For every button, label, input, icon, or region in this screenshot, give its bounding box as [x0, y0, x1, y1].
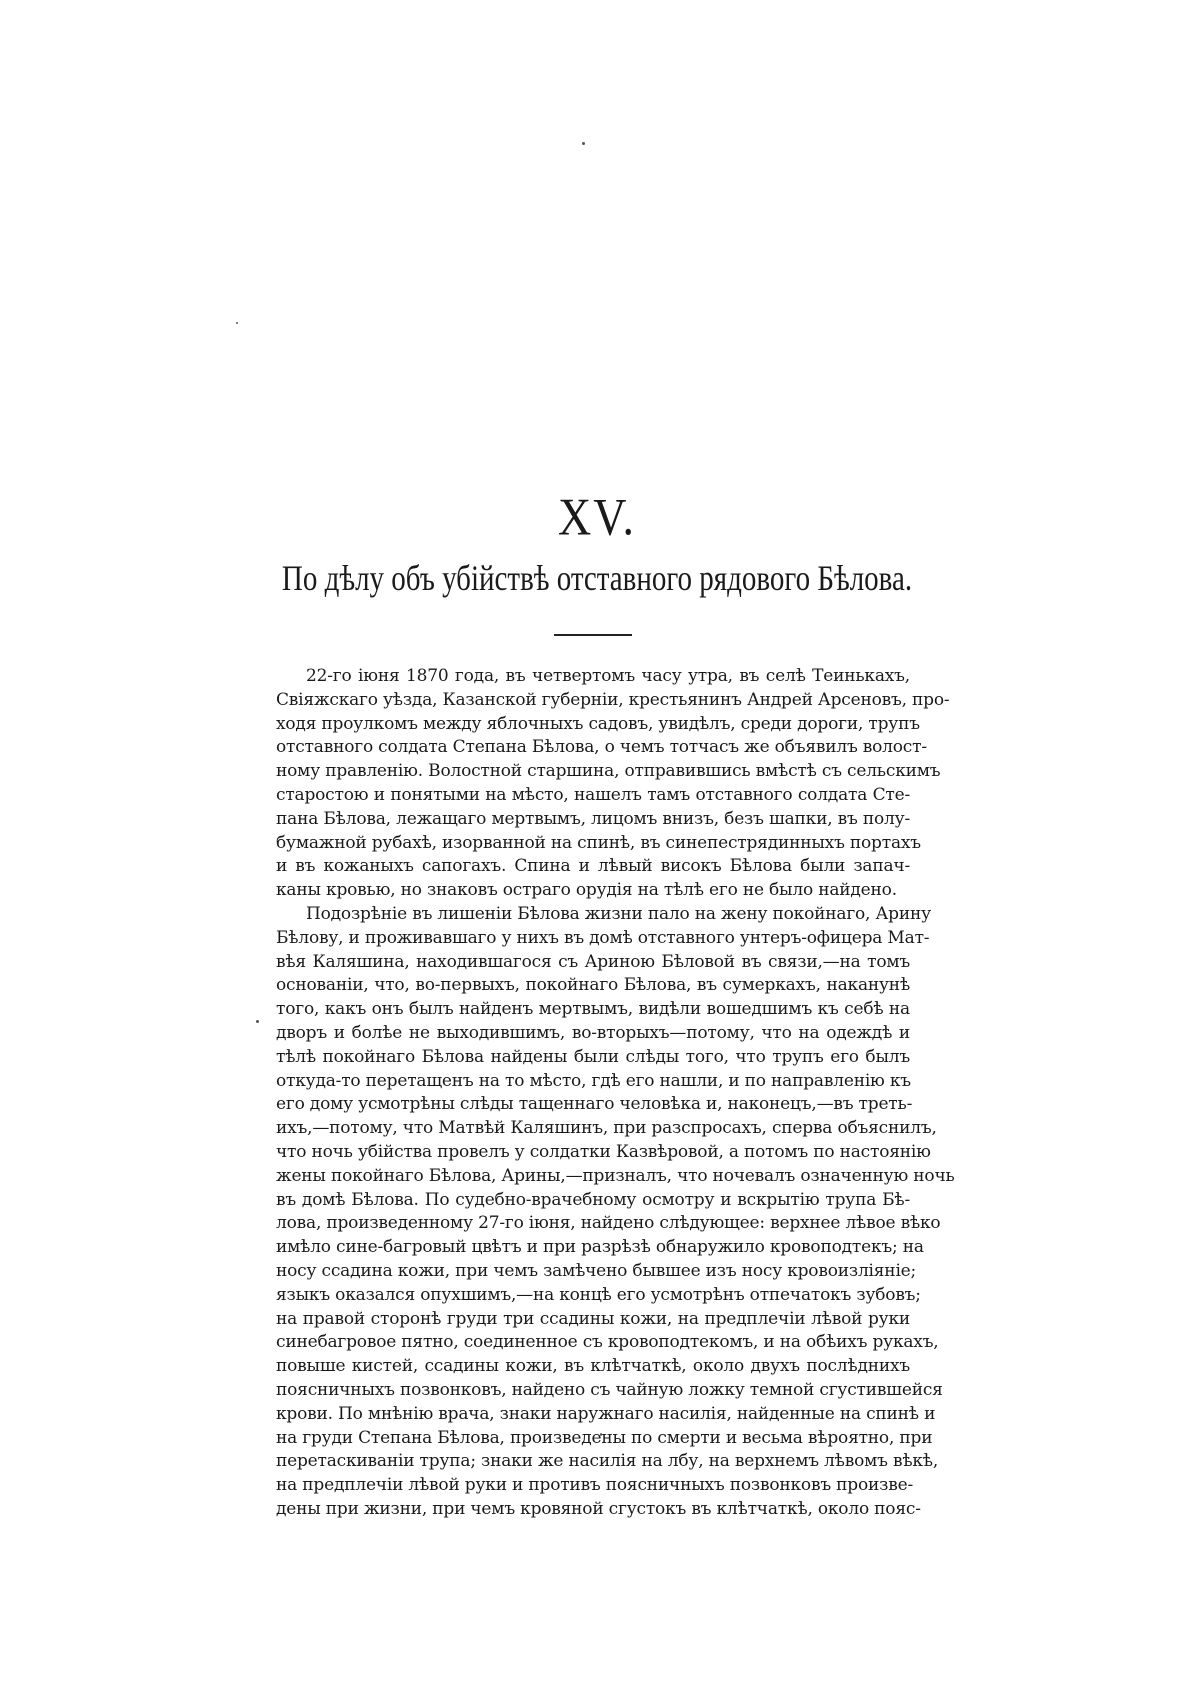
text-line: крови. По мнѣнію врача, знаки наружнаго насилія, найденные на спинѣ и [276, 1403, 936, 1424]
scan-speck [582, 142, 585, 145]
chapter-number: XV. [557, 487, 636, 546]
text-line: Подозрѣніе въ лишеніи Бѣлова жизни пало на жену покойнаго, Арину [306, 903, 931, 924]
scan-speck [256, 1020, 259, 1023]
text-line: поясничныхъ позвонковъ, найдено съ чайную ложку темной сгустившейся [276, 1379, 943, 1400]
text-line: дворъ и болѣе не выходившимъ, во-вторыхъ—потому, что на одеждѣ и [276, 1022, 910, 1043]
title-divider [554, 634, 632, 636]
text-line: 22-го іюня 1870 года, въ четвертомъ часу утра, въ селѣ Теинькахъ, [306, 666, 910, 686]
text-line: на правой сторонѣ груди три ссадины кожи, на предплечіи лѣвой руки [276, 1308, 910, 1329]
text-line: ному правленію. Волостной старшина, отправившись вмѣстѣ съ сельскимъ [276, 761, 941, 782]
text-line: Бѣлову, и проживавшаго у нихъ въ домѣ отставного унтеръ-офицера Мат- [276, 927, 930, 948]
text-line: того, какъ онъ былъ найденъ мертвымъ, видѣли вошедшимъ къ себѣ на [276, 999, 910, 1020]
text-line: перетаскиваніи трупа; знаки же насилія на лбу, на верхнемъ лѣвомъ вѣкѣ, [276, 1451, 939, 1472]
text-line: на груди Степана Бѣлова, произведены по смерти и весьма вѣроятно, при [276, 1427, 933, 1448]
text-line: его дому усмотрѣны слѣды тащеннаго человѣка и, наконецъ,—въ треть- [276, 1094, 913, 1115]
text-line: синебагровое пятно, соединенное съ кровоподтекомъ, и на обѣихъ рукахъ, [276, 1332, 939, 1353]
text-line: повыше кистей, ссадины кожи, въ клѣтчаткѣ, около двухъ послѣднихъ [276, 1356, 910, 1377]
text-line: вѣя Каляшина, находившагося съ Ариною Бѣловой въ связи,—на томъ [276, 951, 910, 972]
text-line: и въ кожаныхъ сапогахъ. Спина и лѣвый високъ Бѣлова были запач- [276, 856, 910, 877]
text-line: лова, произведенному 27-го іюня, найдено слѣдующее: верхнее лѣвое вѣко [276, 1213, 941, 1234]
text-line: языкъ оказался опухшимъ,—на концѣ его усмотрѣнъ отпечатокъ зубовъ; [276, 1284, 921, 1305]
text-line: ходя проулкомъ между яблочныхъ садовъ, увидѣлъ, среди дороги, трупъ [276, 713, 920, 734]
text-line: основаніи, что, во-первыхъ, покойнаго Бѣлова, въ сумеркахъ, наканунѣ [276, 975, 910, 996]
text-line: на предплечіи лѣвой руки и противъ поясничныхъ позвонковъ произве- [276, 1475, 913, 1496]
text-line: пана Бѣлова, лежащаго мертвымъ, лицомъ внизъ, безъ шапки, въ полу- [276, 808, 910, 829]
text-line: что ночь убійства провелъ у солдатки Казвѣровой, а потомъ по настоянію [276, 1141, 931, 1162]
text-line: дены при жизни, при чемъ кровяной сгустокъ въ клѣтчаткѣ, около пояс- [276, 1498, 921, 1519]
text-line: бумажной рубахѣ, изорванной на спинѣ, въ синепестрядинныхъ портахъ [276, 832, 921, 853]
text-line: въ домѣ Бѣлова. По судебно-врачебному осмотру и вскрытію трупа Бѣ- [276, 1189, 910, 1210]
text-line: каны кровью, но знаковъ остраго орудія на тѣлѣ его не было найдено. [276, 880, 897, 901]
text-line: отставного солдата Степана Бѣлова, о чемъ тотчасъ же объявилъ волост- [276, 737, 927, 758]
text-line: Свіяжскаго уѣзда, Казанской губерніи, крестьянинъ Андрей Арсеновъ, про- [276, 689, 950, 710]
text-line: ихъ,—потому, что Матвѣй Каляшинъ, при разспросахъ, сперва объяснилъ, [276, 1118, 937, 1139]
text-line: носу ссадина кожи, при чемъ замѣчено бывшее изъ носу кровоизліяніе; [276, 1260, 917, 1281]
chapter-title: По дѣлу объ убійствѣ отставного рядового Бѣлова. [281, 558, 913, 599]
body-text [276, 665, 955, 1522]
text-line: откуда-то перетащенъ на то мѣсто, гдѣ его нашли, и по направленію къ [276, 1070, 911, 1091]
text-line: жены покойнаго Бѣлова, Арины,—призналъ, что ночевалъ означенную ночь [276, 1165, 955, 1186]
text-line: старостою и понятыми на мѣсто, нашелъ тамъ отставного солдата Сте- [276, 784, 910, 805]
text-line: имѣло сине-багровый цвѣтъ и при разрѣзѣ обнаружило кровоподтекъ; на [276, 1237, 924, 1258]
text-line: тѣлѣ покойнаго Бѣлова найдены были слѣды того, что трупъ его былъ [276, 1046, 910, 1067]
scan-speck [236, 322, 238, 324]
